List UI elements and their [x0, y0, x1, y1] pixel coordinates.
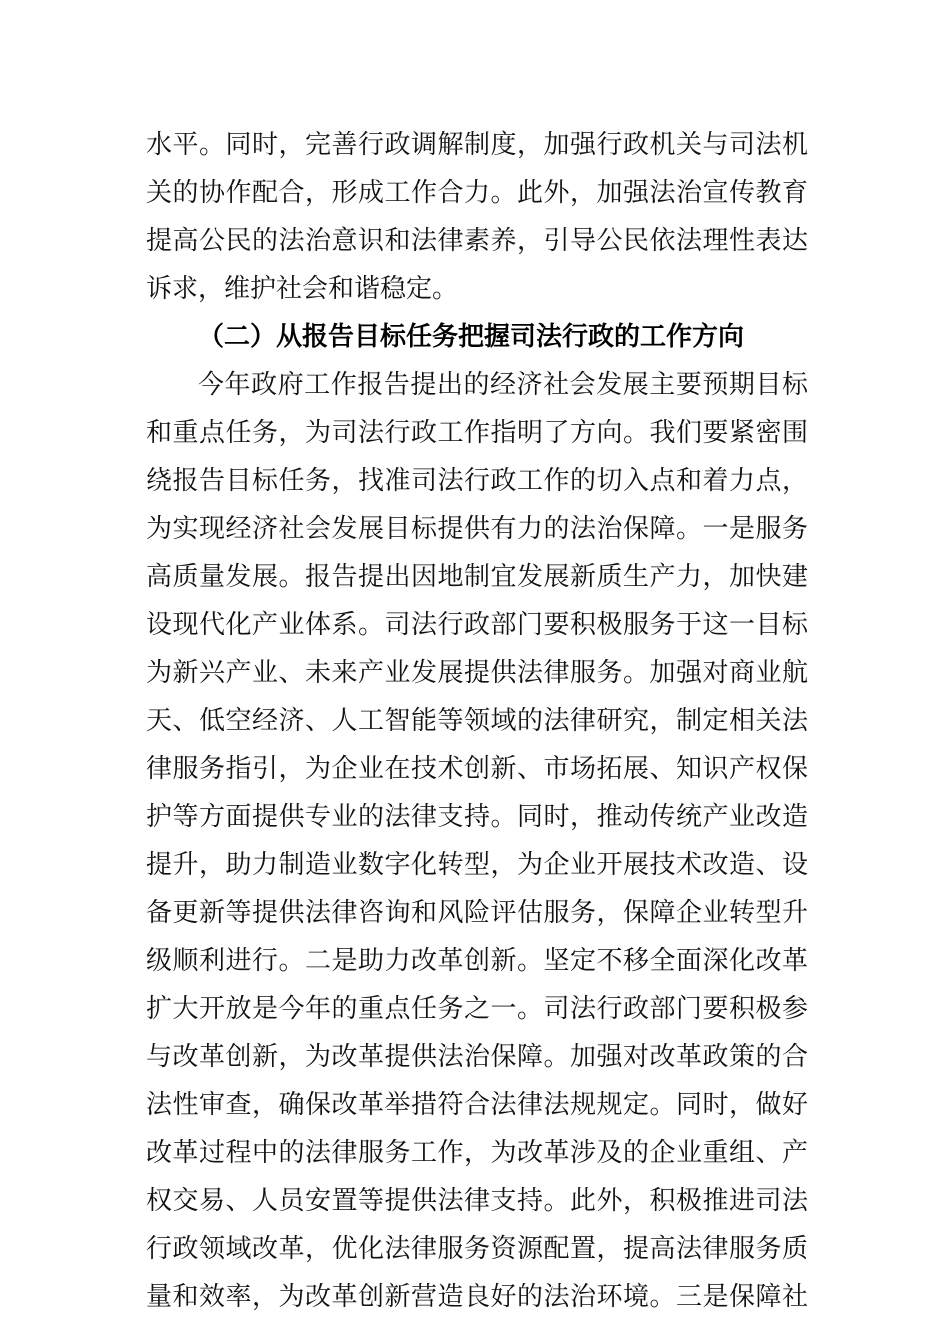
paragraph-line: 律服务指引，为企业在技术创新、市场拓展、知识产权保: [146, 754, 808, 784]
paragraph-line: 诉求，维护社会和谐稳定。: [146, 274, 459, 304]
paragraph-line: 法性审查，确保改革举措符合法律法规规定。同时，做好: [146, 1090, 808, 1120]
paragraph-line: 扩大开放是今年的重点任务之一。司法行政部门要积极参: [146, 994, 808, 1024]
paragraph-line: 级顺利进行。二是助力改革创新。坚定不移全面深化改革: [146, 946, 808, 976]
paragraph-line: 与改革创新，为改革提供法治保障。加强对改革政策的合: [146, 1042, 808, 1072]
paragraph-line: 高质量发展。报告提出因地制宜发展新质生产力，加快建: [146, 562, 808, 592]
paragraph-line: 绕报告目标任务，找准司法行政工作的切入点和着力点，: [146, 466, 808, 496]
paragraph-line: 今年政府工作报告提出的经济社会发展主要预期目标: [198, 370, 808, 400]
paragraph-line: 备更新等提供法律咨询和风险评估服务，保障企业转型升: [146, 898, 808, 928]
paragraph-line: 天、低空经济、人工智能等领域的法律研究，制定相关法: [146, 706, 808, 736]
paragraph-line: 水平。同时，完善行政调解制度，加强行政机关与司法机: [146, 130, 808, 160]
paragraph-line: 为新兴产业、未来产业发展提供法律服务。加强对商业航: [146, 658, 808, 688]
document-body: [146, 121, 808, 1321]
paragraph-line: 提高公民的法治意识和法律素养，引导公民依法理性表达: [146, 226, 808, 256]
paragraph-line: 为实现经济社会发展目标提供有力的法治保障。一是服务: [146, 514, 808, 544]
section-heading: （二）从报告目标任务把握司法行政的工作方向: [198, 322, 745, 352]
paragraph-line: 行政领域改革，优化法律服务资源配置，提高法律服务质: [146, 1234, 808, 1264]
paragraph-line: 提升，助力制造业数字化转型，为企业开展技术改造、设: [146, 850, 808, 880]
paragraph-line: 和重点任务，为司法行政工作指明了方向。我们要紧密围: [146, 418, 808, 448]
paragraph-line: 护等方面提供专业的法律支持。同时，推动传统产业改造: [146, 802, 808, 832]
paragraph-line: 设现代化产业体系。司法行政部门要积极服务于这一目标: [146, 610, 808, 640]
paragraph-line: 量和效率，为改革创新营造良好的法治环境。三是保障社: [146, 1282, 808, 1312]
paragraph-line: 关的协作配合，形成工作合力。此外，加强法治宣传教育: [146, 178, 808, 208]
paragraph-line: 权交易、人员安置等提供法律支持。此外，积极推进司法: [146, 1186, 808, 1216]
paragraph-line: 改革过程中的法律服务工作，为改革涉及的企业重组、产: [146, 1138, 808, 1168]
